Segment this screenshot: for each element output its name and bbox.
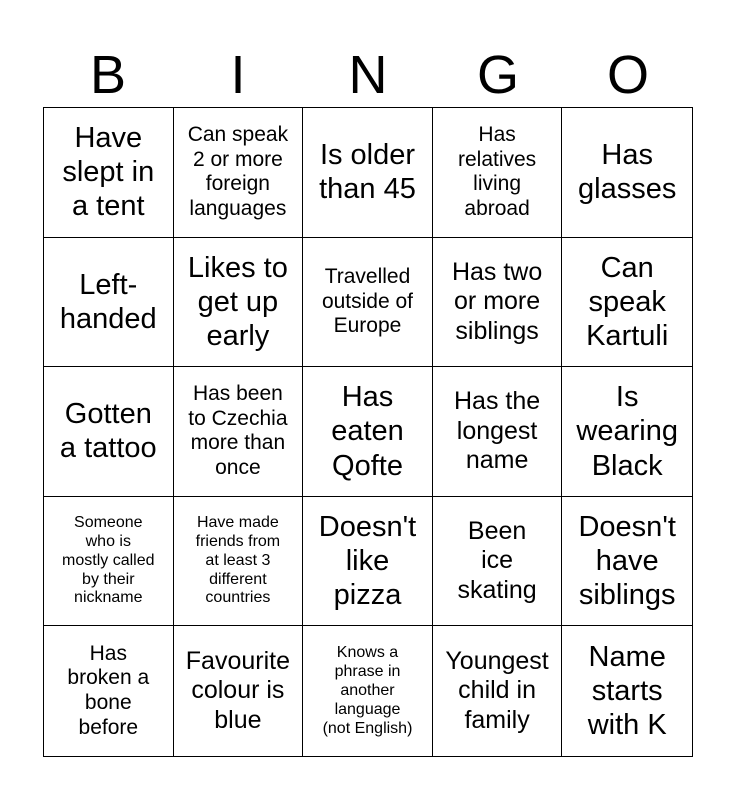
cell-line: bone [84,691,132,715]
bingo-cell[interactable] [562,367,692,497]
bingo-cell[interactable] [303,238,433,368]
cell-line: Favourite [185,646,290,675]
cell-line: 2 or more [192,147,283,171]
cell-text [458,123,536,222]
cell-line: family [464,705,530,734]
cell-line: Has the [454,387,541,416]
bingo-cell[interactable] [303,497,433,627]
cell-text [196,514,280,608]
cell-text [445,647,548,736]
cell-line: Youngest [445,646,549,675]
cell-line: Doesn't [318,510,417,543]
cell-line: child in [458,676,536,705]
cell-text [188,123,288,222]
cell-line: Has [89,641,127,665]
cell-line: another [340,681,395,699]
cell-line: before [78,715,139,739]
cell-line: speak [588,285,666,318]
cell-line: Travelled [324,264,411,288]
cell-line: different [209,570,267,588]
cell-line: Likes to [187,251,288,284]
cell-line: Name [588,640,666,673]
cell-text [454,387,540,476]
cell-line: Has [341,381,394,414]
bingo-cell[interactable] [433,497,563,627]
cell-line: outside of [321,289,414,313]
cell-line: a tattoo [59,432,157,465]
cell-line: a tent [72,190,145,223]
cell-line: Is [615,381,639,414]
cell-line: Been [467,516,527,545]
cell-text [586,251,668,354]
bingo-cell[interactable] [562,238,692,368]
cell-line: Black [591,449,663,482]
cell-line: wearing [576,415,678,448]
cell-line: Kartuli [586,320,669,352]
cell-text [578,138,676,206]
cell-text [67,642,149,741]
bingo-cell[interactable] [174,108,304,238]
cell-text [62,514,154,608]
cell-line: relatives [457,147,537,171]
cell-line: Has [478,122,516,146]
cell-line: longest [456,416,538,445]
cell-line: or more [454,287,541,316]
cell-line: (not English) [322,719,413,737]
cell-line: living [473,172,522,196]
bingo-cell[interactable] [44,367,174,497]
cell-line: siblings [455,316,539,345]
cell-text [319,138,416,206]
bingo-cell[interactable] [303,626,433,756]
cell-line: slept in [62,156,155,189]
cell-line: Have made [196,513,279,531]
cell-line: Left- [79,268,138,301]
bingo-cell[interactable] [433,626,563,756]
cell-line: blue [214,705,262,734]
cell-line: who is [85,532,131,550]
bingo-cell[interactable] [174,626,304,756]
cell-line: Europe [333,314,402,338]
bingo-header [43,42,693,108]
cell-line: Someone [74,513,143,531]
bingo-cell[interactable] [174,367,304,497]
cell-text [188,251,288,354]
bingo-cell[interactable] [44,108,174,238]
cell-line: Can [600,251,654,284]
bingo-cell[interactable] [303,367,433,497]
cell-line: abroad [464,197,530,221]
header-letter-g: G [476,45,519,105]
cell-line: phrase in [334,662,401,680]
cell-line: get up [197,285,279,318]
cell-text [186,647,290,736]
bingo-cell[interactable] [433,108,563,238]
cell-line: nickname [74,589,143,607]
bingo-cell[interactable] [303,108,433,238]
cell-line: language [334,700,401,718]
cell-line: foreign [205,172,270,196]
cell-line: languages [189,197,287,221]
bingo-cell[interactable] [44,626,174,756]
cell-line: with K [587,709,667,742]
bingo-grid [43,107,693,757]
cell-line: more than [190,431,286,455]
cell-line: ice [481,546,514,575]
cell-line: Is older [319,139,416,172]
cell-text [588,640,667,743]
cell-text [60,268,157,336]
cell-line: Doesn't [578,510,676,543]
cell-line: than 45 [319,173,416,206]
cell-line: broken a [67,666,150,690]
cell-text [452,258,542,347]
cell-line: Has two [451,257,543,286]
bingo-cell[interactable] [44,497,174,627]
cell-text [578,510,675,613]
cell-text [319,510,416,613]
cell-line: Has [601,139,653,172]
cell-text [62,121,154,224]
header-letter-o: O [606,45,649,105]
bingo-cell[interactable] [174,238,304,368]
header-letter-i: I [230,45,246,105]
cell-line: Qofte [332,449,403,482]
cell-line: like [345,544,390,577]
cell-line: by their [82,570,135,588]
cell-line: colour is [191,676,285,705]
bingo-cell[interactable] [562,626,692,756]
cell-text [323,644,413,738]
cell-line: at least 3 [205,551,271,569]
cell-line: eaten [331,415,404,448]
cell-line: once [215,456,261,480]
cell-line: name [465,446,529,475]
cell-line: friends from [195,532,281,550]
cell-text [331,380,404,483]
bingo-cell[interactable] [433,367,563,497]
cell-line: siblings [578,579,676,612]
cell-line: starts [591,675,663,708]
cell-line: Knows a [336,644,399,661]
cell-line: glasses [578,173,677,206]
cell-line: Can speak [187,122,289,146]
cell-text [576,380,678,483]
cell-line: Have [74,121,143,154]
cell-line: pizza [333,579,402,612]
cell-line: Gotten [64,398,152,431]
cell-line: to Czechia [188,406,288,430]
cell-line: countries [205,589,271,607]
cell-line: mostly called [62,551,155,569]
cell-text [60,397,157,465]
cell-line: Has been [192,381,283,405]
cell-line: skating [457,575,537,604]
cell-line: early [206,320,270,352]
header-letter-b: B [89,45,127,105]
cell-text [457,517,536,606]
bingo-cell[interactable] [174,497,304,627]
cell-text [188,382,287,481]
bingo-cell[interactable] [562,108,692,238]
header-letter-n: N [348,45,388,105]
cell-line: handed [59,302,157,335]
cell-text [322,265,413,339]
bingo-cell[interactable] [562,497,692,627]
cell-line: have [595,544,659,577]
bingo-cell[interactable] [433,238,563,368]
bingo-cell[interactable] [44,238,174,368]
